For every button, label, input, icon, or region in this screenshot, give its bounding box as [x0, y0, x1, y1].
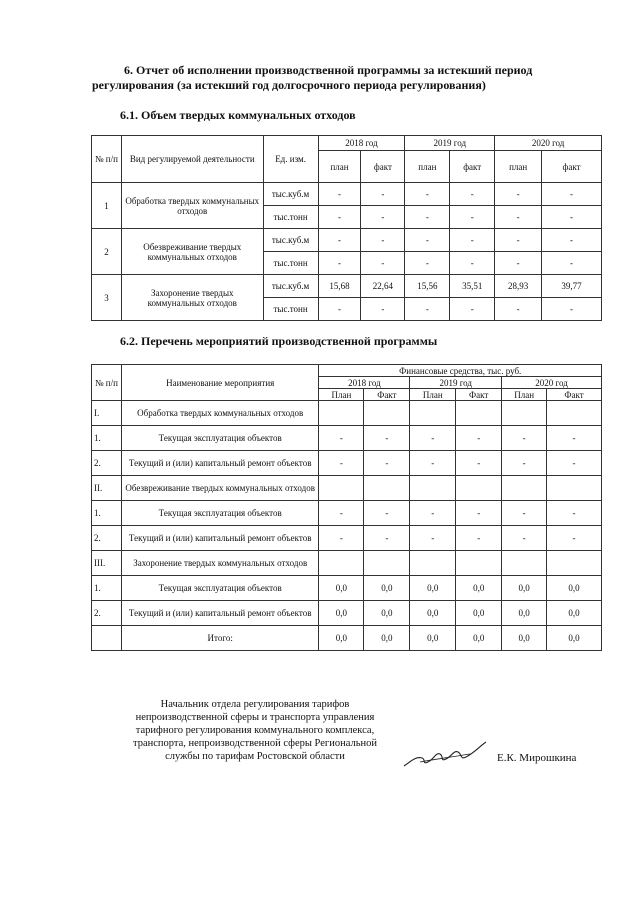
- value-cell: 0,0: [547, 601, 602, 626]
- value-cell: 0,0: [364, 576, 410, 601]
- value-cell: 15,56: [405, 275, 450, 298]
- table-row: [92, 601, 602, 626]
- table-row: [92, 426, 602, 451]
- value-cell: -: [364, 526, 410, 551]
- empty-cell: [92, 626, 122, 651]
- col-num-header: № п/п: [92, 136, 122, 183]
- position-line: непроизводственной сферы и транспорта управления: [135, 712, 375, 723]
- col-activity-header: Вид регулируемой деятельности: [121, 136, 263, 183]
- value-cell: -: [410, 426, 456, 451]
- value-cell: 22,64: [361, 275, 405, 298]
- value-cell: -: [547, 426, 602, 451]
- value-cell: -: [547, 501, 602, 526]
- row-number: 3: [92, 275, 122, 321]
- total-value: 0,0: [319, 626, 364, 651]
- value-cell: -: [542, 206, 602, 229]
- sub-header: факт: [450, 151, 495, 183]
- col-num-header: № п/п: [92, 365, 122, 401]
- measures-table: [91, 364, 602, 651]
- value-cell: -: [456, 451, 502, 476]
- col-unit-header: Ед. изм.: [263, 136, 318, 183]
- value-cell: -: [319, 526, 364, 551]
- value-cell: [547, 401, 602, 426]
- value-cell: 0,0: [547, 576, 602, 601]
- value-cell: -: [456, 426, 502, 451]
- value-cell: 0,0: [364, 601, 410, 626]
- table-row: [92, 229, 602, 252]
- value-cell: -: [405, 229, 450, 252]
- section-2-title: 6.2. Перечень мероприятий производственной программы: [120, 334, 438, 348]
- sub-header: план: [318, 151, 361, 183]
- signature-position: [110, 698, 400, 763]
- row-number: II.: [92, 476, 122, 501]
- table-row: [92, 451, 602, 476]
- table-row: [92, 183, 602, 206]
- measure-name: Захоронение твердых коммунальных отходов: [121, 551, 319, 576]
- measure-name: Текущая эксплуатация объектов: [121, 501, 319, 526]
- value-cell: [547, 476, 602, 501]
- total-value: 0,0: [547, 626, 602, 651]
- year-header: 2018 год: [319, 377, 410, 389]
- value-cell: 0,0: [410, 576, 456, 601]
- section-1-title: 6.1. Объем твердых коммунальных отходов: [120, 108, 356, 122]
- value-cell: -: [547, 451, 602, 476]
- value-cell: -: [542, 183, 602, 206]
- value-cell: [502, 476, 547, 501]
- value-cell: 0,0: [502, 576, 547, 601]
- value-cell: -: [410, 501, 456, 526]
- value-cell: -: [361, 183, 405, 206]
- heading-line-2: регулирования (за истекший год долгосрочного периода регулирования): [92, 78, 486, 92]
- row-number: 2.: [92, 601, 122, 626]
- value-cell: -: [405, 298, 450, 321]
- measure-name: Текущая эксплуатация объектов: [121, 426, 319, 451]
- year-header: 2020 год: [502, 377, 602, 389]
- value-cell: [319, 551, 364, 576]
- value-cell: 0,0: [319, 576, 364, 601]
- value-cell: -: [495, 252, 542, 275]
- position-line: транспорта, непроизводственной сферы Региональной: [132, 738, 377, 749]
- value-cell: [456, 551, 502, 576]
- value-cell: -: [502, 526, 547, 551]
- value-cell: -: [318, 298, 361, 321]
- value-cell: -: [405, 206, 450, 229]
- value-cell: 15,68: [318, 275, 361, 298]
- sub-header: План: [319, 389, 364, 401]
- measure-name: Обезвреживание твердых коммунальных отходов: [121, 476, 319, 501]
- value-cell: -: [319, 426, 364, 451]
- unit-cell: тыс.куб.м: [263, 275, 318, 298]
- value-cell: -: [318, 252, 361, 275]
- value-cell: -: [450, 298, 495, 321]
- value-cell: [456, 401, 502, 426]
- value-cell: 0,0: [456, 601, 502, 626]
- total-value: 0,0: [364, 626, 410, 651]
- value-cell: -: [456, 501, 502, 526]
- total-value: 0,0: [410, 626, 456, 651]
- unit-cell: тыс.куб.м: [263, 229, 318, 252]
- value-cell: [364, 476, 410, 501]
- position-line: Начальник отдела регулирования тарифов: [160, 699, 350, 710]
- activity-name: Обработка твердых коммунальных отходов: [121, 183, 263, 229]
- sub-header: План: [410, 389, 456, 401]
- report-heading: [92, 63, 588, 93]
- value-cell: -: [502, 501, 547, 526]
- value-cell: -: [542, 229, 602, 252]
- position-line: службы по тарифам Ростовской области: [165, 751, 345, 762]
- position-line: тарифного регулирования коммунального комплекса,: [135, 725, 375, 736]
- unit-cell: тыс.тонн: [263, 298, 318, 321]
- value-cell: [319, 401, 364, 426]
- value-cell: -: [542, 252, 602, 275]
- value-cell: [502, 551, 547, 576]
- sub-header: План: [502, 389, 547, 401]
- value-cell: [364, 401, 410, 426]
- total-row: [92, 626, 602, 651]
- total-label: Итого:: [121, 626, 319, 651]
- table-row: [92, 476, 602, 501]
- row-number: 2: [92, 229, 122, 275]
- year-header: 2020 год: [495, 136, 602, 151]
- total-value: 0,0: [456, 626, 502, 651]
- table-row: [92, 275, 602, 298]
- unit-cell: тыс.тонн: [263, 252, 318, 275]
- measure-name: Текущий и (или) капитальный ремонт объектов: [121, 601, 319, 626]
- value-cell: -: [450, 229, 495, 252]
- value-cell: -: [502, 451, 547, 476]
- value-cell: -: [364, 451, 410, 476]
- row-number: 1.: [92, 576, 122, 601]
- sub-header: Факт: [547, 389, 602, 401]
- year-header: 2019 год: [405, 136, 495, 151]
- value-cell: -: [361, 206, 405, 229]
- value-cell: 0,0: [502, 601, 547, 626]
- unit-cell: тыс.тонн: [263, 206, 318, 229]
- value-cell: -: [547, 526, 602, 551]
- value-cell: -: [361, 229, 405, 252]
- measure-name: Текущий и (или) капитальный ремонт объектов: [121, 451, 319, 476]
- value-cell: -: [456, 526, 502, 551]
- value-cell: -: [410, 451, 456, 476]
- value-cell: -: [319, 501, 364, 526]
- value-cell: [410, 551, 456, 576]
- table-row: [92, 526, 602, 551]
- activity-name: Захоронение твердых коммунальных отходов: [121, 275, 263, 321]
- value-cell: [547, 551, 602, 576]
- total-value: 0,0: [502, 626, 547, 651]
- row-number: I.: [92, 401, 122, 426]
- value-cell: [456, 476, 502, 501]
- value-cell: 0,0: [456, 576, 502, 601]
- sub-header: план: [405, 151, 450, 183]
- table-row: [92, 576, 602, 601]
- sub-header: факт: [361, 151, 405, 183]
- value-cell: -: [318, 229, 361, 252]
- value-cell: -: [410, 526, 456, 551]
- value-cell: [364, 551, 410, 576]
- value-cell: 35,51: [450, 275, 495, 298]
- year-header: 2019 год: [410, 377, 502, 389]
- value-cell: -: [361, 252, 405, 275]
- value-cell: [410, 401, 456, 426]
- heading-line-1: 6. Отчет об исполнении производственной программы за истекший период: [124, 63, 533, 77]
- row-number: 2.: [92, 526, 122, 551]
- row-number: 1: [92, 183, 122, 229]
- value-cell: -: [542, 298, 602, 321]
- value-cell: -: [495, 229, 542, 252]
- row-number: III.: [92, 551, 122, 576]
- fin-header: Финансовые средства, тыс. руб.: [319, 365, 602, 377]
- measure-name: Обработка твердых коммунальных отходов: [121, 401, 319, 426]
- signatory-name: Е.К. Мирошкина: [497, 752, 577, 764]
- value-cell: -: [450, 252, 495, 275]
- row-number: 1.: [92, 501, 122, 526]
- value-cell: 28,93: [495, 275, 542, 298]
- row-number: 1.: [92, 426, 122, 451]
- volume-table: [91, 135, 602, 321]
- sub-header: Факт: [456, 389, 502, 401]
- value-cell: [319, 476, 364, 501]
- value-cell: 0,0: [410, 601, 456, 626]
- value-cell: -: [405, 252, 450, 275]
- value-cell: -: [405, 183, 450, 206]
- row-number: 2.: [92, 451, 122, 476]
- value-cell: -: [450, 183, 495, 206]
- value-cell: 39,77: [542, 275, 602, 298]
- measure-name: Текущий и (или) капитальный ремонт объектов: [121, 526, 319, 551]
- col-name-header: Наименование мероприятия: [121, 365, 319, 401]
- value-cell: -: [450, 206, 495, 229]
- value-cell: -: [319, 451, 364, 476]
- value-cell: -: [495, 298, 542, 321]
- activity-name: Обезвреживание твердых коммунальных отходов: [121, 229, 263, 275]
- table-row: [92, 401, 602, 426]
- table-row: [92, 501, 602, 526]
- value-cell: -: [364, 501, 410, 526]
- value-cell: 0,0: [319, 601, 364, 626]
- value-cell: -: [502, 426, 547, 451]
- value-cell: [502, 401, 547, 426]
- sub-header: Факт: [364, 389, 410, 401]
- measure-name: Текущая эксплуатация объектов: [121, 576, 319, 601]
- unit-cell: тыс.куб.м: [263, 183, 318, 206]
- handwritten-signature: [400, 732, 490, 772]
- sub-header: факт: [542, 151, 602, 183]
- value-cell: -: [495, 183, 542, 206]
- value-cell: -: [318, 206, 361, 229]
- year-header: 2018 год: [318, 136, 405, 151]
- value-cell: -: [364, 426, 410, 451]
- table-row: [92, 551, 602, 576]
- value-cell: -: [318, 183, 361, 206]
- value-cell: -: [495, 206, 542, 229]
- sub-header: план: [495, 151, 542, 183]
- value-cell: -: [361, 298, 405, 321]
- value-cell: [410, 476, 456, 501]
